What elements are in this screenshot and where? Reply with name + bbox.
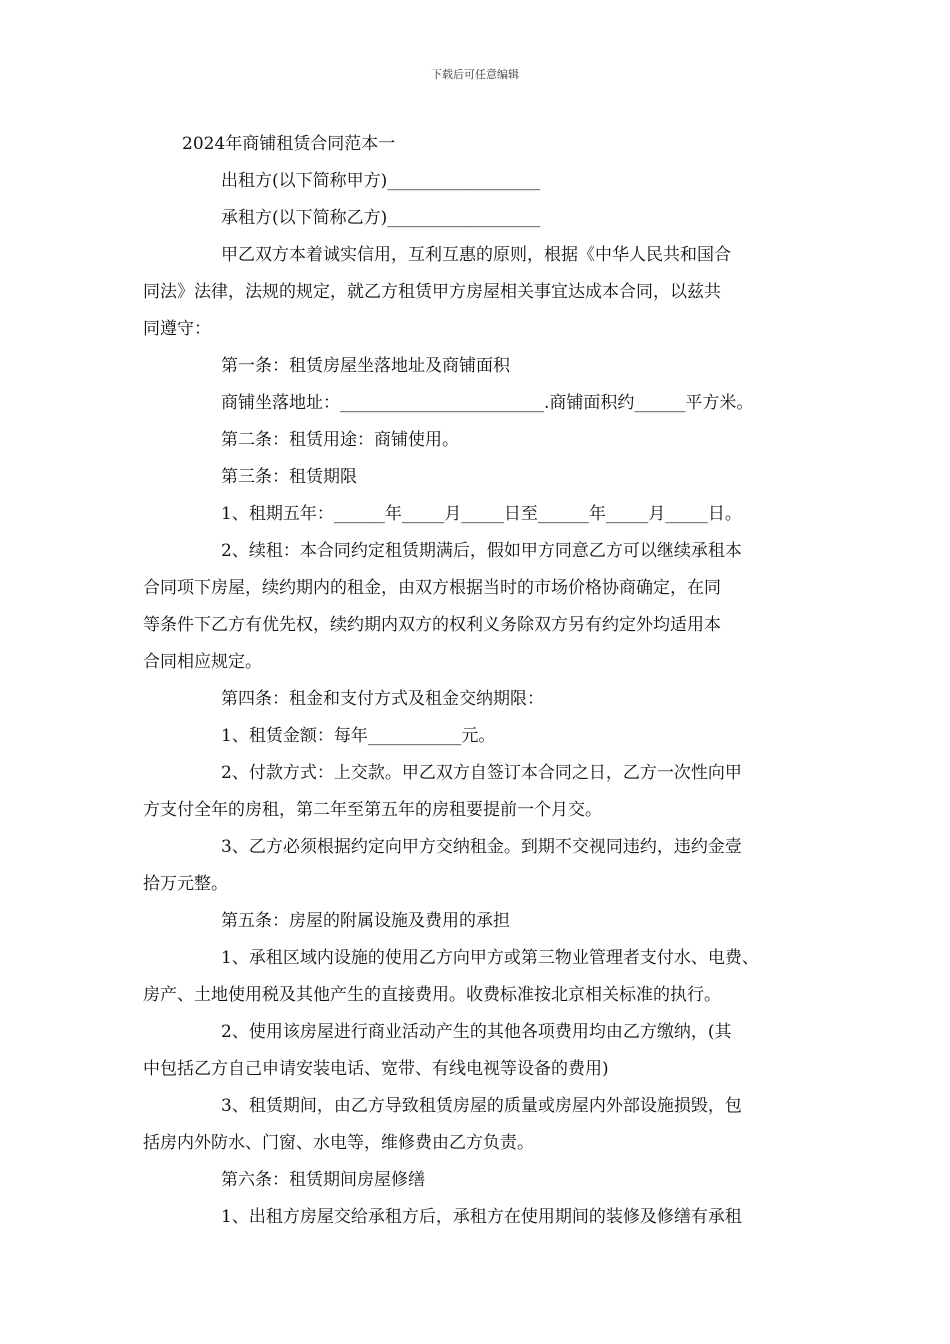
paragraph-line: 第一条：租赁房屋坐落地址及商铺面积 [221,356,510,376]
paragraph-line: 3、租赁期间，由乙方导致租赁房屋的质量或房屋内外部设施损毁，包 [221,1096,742,1116]
paragraph-line: 拾万元整。 [143,874,228,894]
document-body [143,126,813,1236]
header-note: 下载后可任意编辑 [431,68,519,81]
paragraph-line: 合同项下房屋，续约期内的租金，由双方根据当时的市场价格协商确定，在同 [143,578,721,598]
paragraph-line: 中包括乙方自己申请安装电话、宽带、有线电视等设备的费用) [143,1059,609,1079]
paragraph-line: 承租方(以下简称乙方)__________________ [221,208,541,228]
paragraph-line: 2、使用该房屋进行商业活动产生的其他各项费用均由乙方缴纳，(其 [221,1022,732,1042]
paragraph-line: 方支付全年的房租，第二年至第五年的房租要提前一个月交。 [143,800,602,820]
document-title: 2024年商铺租赁合同范本一 [182,134,396,154]
paragraph-line: 括房内外防水、门窗、水电等，维修费由乙方负责。 [143,1133,534,1153]
paragraph-line: 同法》法律，法规的规定，就乙方租赁甲方房屋相关事宜达成本合同，以兹共 [143,282,721,302]
paragraph-line: 商铺坐落地址：________________________.商铺面积约______平方米。 [221,393,754,413]
paragraph-line: 合同相应规定。 [143,652,262,672]
paragraph-line: 1、租期五年：______年_____月_____日至______年_____月_____日。 [221,504,742,524]
paragraph-line: 房产、土地使用税及其他产生的直接费用。收费标准按北京相关标准的执行。 [143,985,721,1005]
paragraph-line: 第三条：租赁期限 [221,467,357,487]
paragraph-line: 第五条：房屋的附属设施及费用的承担 [221,911,510,931]
paragraph-line: 1、出租方房屋交给承租方后，承租方在使用期间的装修及修缮有承租 [221,1207,742,1227]
paragraph-line: 3、乙方必须根据约定向甲方交纳租金。到期不交视同违约，违约金壹 [221,837,742,857]
paragraph-line: 同遵守： [143,319,211,339]
paragraph-line: 2、续租：本合同约定租赁期满后，假如甲方同意乙方可以继续承租本 [221,541,742,561]
paragraph-line: 第四条：租金和支付方式及租金交纳期限： [221,689,544,709]
paragraph-line: 等条件下乙方有优先权，续约期内双方的权利义务除双方另有约定外均适用本 [143,615,721,635]
paragraph-line: 2、付款方式：上交款。甲乙双方自签订本合同之日，乙方一次性向甲 [221,763,742,783]
paragraph-line: 1、租赁金额：每年___________元。 [221,726,496,746]
paragraph-line: 第二条：租赁用途：商铺使用。 [221,430,459,450]
paragraph-line: 1、承租区域内设施的使用乙方向甲方或第三物业管理者支付水、电费、 [221,948,759,968]
paragraph-line: 出租方(以下简称甲方)__________________ [221,171,541,191]
paragraph-line: 第六条：租赁期间房屋修缮 [221,1170,425,1190]
paragraph-line: 甲乙双方本着诚实信用，互利互惠的原则，根据《中华人民共和国合 [221,245,731,265]
